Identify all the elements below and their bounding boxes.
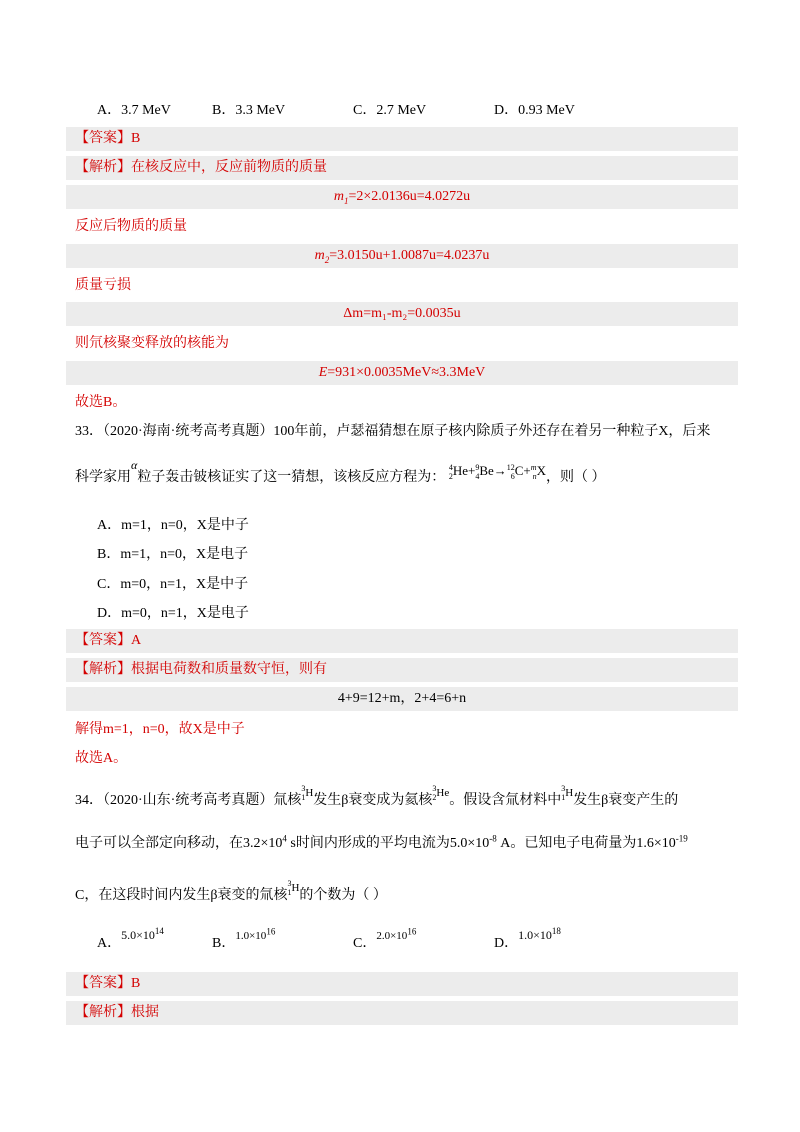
- q34-option-d: D．$1.0\times 10^{18}$: [494, 926, 561, 951]
- text-after-mass: 反应后物质的质量: [75, 219, 187, 234]
- q33-conclusion: 故选A。: [75, 751, 128, 766]
- q34-stem-line3: C，在这段时间内发生β衰变的氚核3 $1^H$的个数为（ ）: [75, 879, 387, 904]
- option-c: C．2.7 MeV: [353, 103, 427, 118]
- nuclear-reaction-equation: 4 2He+9 4Be→12 6C+m nX: [448, 463, 546, 482]
- q34-option-b: B．$^{1.0\times 10^{16}}$: [212, 926, 276, 951]
- text-mass-defect: 质量亏损: [75, 278, 131, 293]
- q33-option-c: C．m=0，n=1，X是中子: [97, 577, 249, 592]
- q33-analysis-text: 【解析】根据电荷数和质量数守恒，则有: [75, 662, 327, 677]
- equation-delta-m: Δm=m₁-m₂=0.0035u: [343, 306, 461, 321]
- q33-option-d: D．m=0，n=1，X是电子: [97, 606, 249, 621]
- q33-option-a: A．m=1，n=0，X是中子: [97, 518, 249, 533]
- q34-answer-label: 【答案】B: [75, 976, 141, 991]
- q34-option-a: A．$5.0\times 10^{14}$: [97, 926, 164, 951]
- answer-band: [66, 127, 738, 151]
- q34-analysis-text: 【解析】根据: [75, 1005, 159, 1020]
- equation-m2: $m_2=3.0150u+1.0087u=4.0237u$: [314, 248, 490, 265]
- answer-label: 【答案】B: [75, 131, 141, 146]
- conclusion: 故选B。: [75, 395, 127, 410]
- q34-stem-line1: 34．（2020·山东·统考高考真题）氚核3 $1^H$发生β衰变成为氦核3 $2^{He}$。假设含氚材料中3 $1^H$发生β衰变产生的: [75, 784, 679, 809]
- q33-solution: 解得m=1，n=0，故X是中子: [75, 722, 245, 737]
- q33-equation: 4+9=12+m，2+4=6+n: [337, 691, 467, 706]
- option-b: B．3.3 MeV: [212, 103, 286, 118]
- option-a: A．3.7 MeV: [97, 103, 171, 118]
- analysis-text: 【解析】在核反应中，反应前物质的质量: [75, 160, 327, 175]
- q33-option-b: B．m=1，n=0，X是电子: [97, 547, 249, 562]
- analysis-band: [66, 1001, 738, 1025]
- q34-option-c: C．$^{2.0\times 10^{16}}$: [353, 926, 417, 951]
- text-energy: 则氘核聚变释放的核能为: [75, 336, 229, 351]
- answer-band: [66, 972, 738, 996]
- q34-stem-line2: 电子可以全部定向移动，在$3.2\times 10^4$ s时间内形成的平均电流为$5.0\times 10^{-8}$ A。已知电子电荷量为$1.6\times 10^{-19}$: [75, 833, 688, 851]
- equation-m1: $m_1=2\times 2.0136u=4.0272u$: [333, 189, 471, 206]
- answer-band: [66, 629, 738, 653]
- q33-stem-line1: 33．（2020·海南·统考高考真题）100年前，卢瑟福猜想在原子核内除质子外还存在着另一种粒子X，后来: [75, 424, 711, 439]
- equation-energy: E=931×0.0035MeV≈3.3MeV: [318, 365, 486, 380]
- q33-stem-line2: 科学家用$^\alpha$粒子轰击铍核证实了这一猜想，该核反应方程为： 4 2He+9 4Be→12 6C+m nX，则（ ）: [75, 458, 606, 485]
- q33-answer-label: 【答案】A: [75, 633, 142, 648]
- option-d: D．0.93 MeV: [494, 103, 575, 118]
